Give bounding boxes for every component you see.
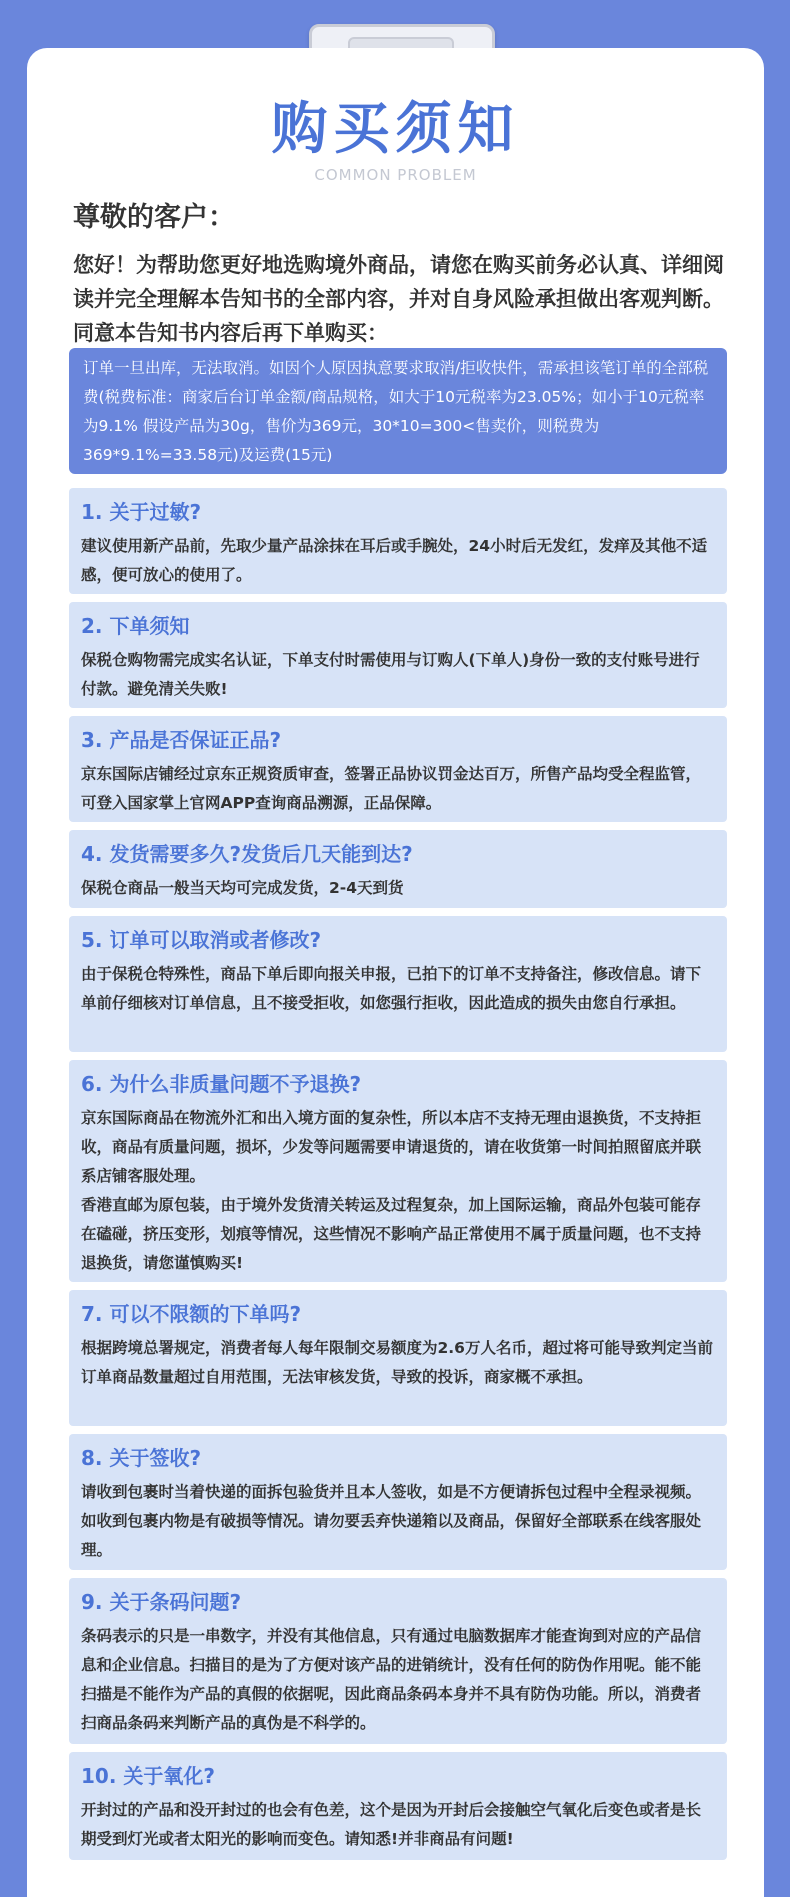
section-paragraph: 开封过的产品和没开封过的也会有色差，这个是因为开封后会接触空气氧化后变色或者是长期受到灯光或者太阳光的影响而变色。请知悉!并非商品有问题! (81, 1801, 702, 1848)
section-body (81, 1796, 713, 1854)
section-title: 1. 关于过敏? (81, 500, 202, 524)
section-body (81, 1104, 713, 1278)
section-paragraph: 条码表示的只是一串数字，并没有其他信息，只有通过电脑数据库才能查询到对应的产品信息和企业信息。扫描目的是为了方便对该产品的进销统计，没有任何的防伪作用呢。能不能扫描是不能作为产品的真假的依据呢，因此商品条码本身并不具有防伪功能。所以，消费者扫商品条码来判断产品的真伪是不科学的。 (81, 1627, 702, 1732)
section-body (81, 760, 713, 818)
faq-section-barcode (69, 1578, 727, 1744)
section-body (81, 960, 713, 1018)
greeting: 尊敬的客户： (73, 202, 235, 233)
section-body (81, 646, 713, 704)
page-subtitle: COMMON PROBLEM (314, 166, 477, 184)
notice-card (27, 48, 764, 1897)
faq-section-shipping (69, 830, 727, 908)
section-body (81, 532, 713, 590)
faq-section-ordering (69, 602, 727, 708)
notice-box: 订单一旦出库，无法取消。如因个人原因执意要求取消/拒收快件，需承担该笔订单的全部税费(税费标准：商家后台订单金额/商品规格，如大于10元税率为23.05%；如小于10元税率为9.1% 假设产品为30g，售价为369元，30*10=300<售卖价，则税费为369*9.1%=33.58元)及运费(15元) (69, 348, 727, 474)
intro-text: 您好！为帮助您更好地选购境外商品，请您在购买前务必认真、详细阅读并完全理解本告知书的全部内容，并对自身风险承担做出客观判断。同意本告知书内容后再下单购买： (73, 253, 724, 345)
faq-section-authenticity (69, 716, 727, 822)
faq-section-cancel (69, 916, 727, 1052)
section-paragraph: 建议使用新产品前，先取少量产品涂抹在耳后或手腕处，24小时后无发红，发痒及其他不适感，便可放心的使用了。 (81, 537, 708, 584)
section-title: 9. 关于条码问题? (81, 1590, 242, 1614)
section-paragraph: 保税仓购物需完成实名认证，下单支付时需使用与订购人(下单人)身份一致的支付账号进行付款。避免清关失败! (81, 651, 700, 698)
section-title: 6. 为什么非质量问题不予退换? (81, 1072, 362, 1096)
faq-section-oxidation (69, 1752, 727, 1860)
section-title: 3. 产品是否保证正品? (81, 728, 282, 752)
section-paragraph: 保税仓商品一般当天均可完成发货，2-4天到货 (81, 879, 404, 897)
section-body (81, 874, 713, 903)
section-title: 2. 下单须知 (81, 614, 190, 638)
faq-section-limit (69, 1290, 727, 1426)
section-title: 10. 关于氧化? (81, 1764, 215, 1788)
section-body (81, 1622, 713, 1738)
page-title: 购买须知 (271, 97, 520, 162)
section-title: 7. 可以不限额的下单吗? (81, 1302, 302, 1326)
section-paragraph: 根据跨境总署规定，消费者每人每年限制交易额度为2.6万人名币，超过将可能导致判定当前订单商品数量超过自用范围，无法审核发货，导致的投诉，商家概不承担。 (81, 1339, 713, 1386)
faq-section-returns (69, 1060, 727, 1282)
section-paragraph: 由于保税仓特殊性，商品下单后即向报关申报，已拍下的订单不支持备注，修改信息。请下单前仔细核对订单信息，且不接受拒收，如您强行拒收，因此造成的损失由您自行承担。 (81, 965, 702, 1012)
faq-section-allergy (69, 488, 727, 594)
section-title: 8. 关于签收? (81, 1446, 202, 1470)
faq-section-signing (69, 1434, 727, 1570)
section-paragraph: 京东国际店铺经过京东正规资质审查，签署正品协议罚金达百万，所售产品均受全程监管，可登入国家掌上官网APP查询商品溯源，正品保障。 (81, 765, 702, 812)
section-title: 5. 订单可以取消或者修改? (81, 928, 322, 952)
section-title: 4. 发货需要多久?发货后几天能到达? (81, 842, 413, 866)
section-paragraph: 香港直邮为原包装，由于境外发货清关转运及过程复杂，加上国际运输，商品外包装可能存在磕碰，挤压变形，划痕等情况，这些情况不影响产品正常使用不属于质量问题，也不支持退换货，请您谨慎购买! (81, 1196, 702, 1272)
section-body (81, 1334, 713, 1392)
section-paragraph: 请收到包裹时当着快递的面拆包验货并且本人签收，如是不方便请拆包过程中全程录视频。如收到包裹内物是有破损等情况。请勿要丢弃快递箱以及商品，保留好全部联系在线客服处理。 (81, 1483, 702, 1559)
section-body (81, 1478, 713, 1565)
section-paragraph: 京东国际商品在物流外汇和出入境方面的复杂性，所以本店不支持无理由退换货，不支持拒收，商品有质量问题，损坏，少发等问题需要申请退货的，请在收货第一时间拍照留底并联系店铺客服处理。 (81, 1109, 702, 1185)
